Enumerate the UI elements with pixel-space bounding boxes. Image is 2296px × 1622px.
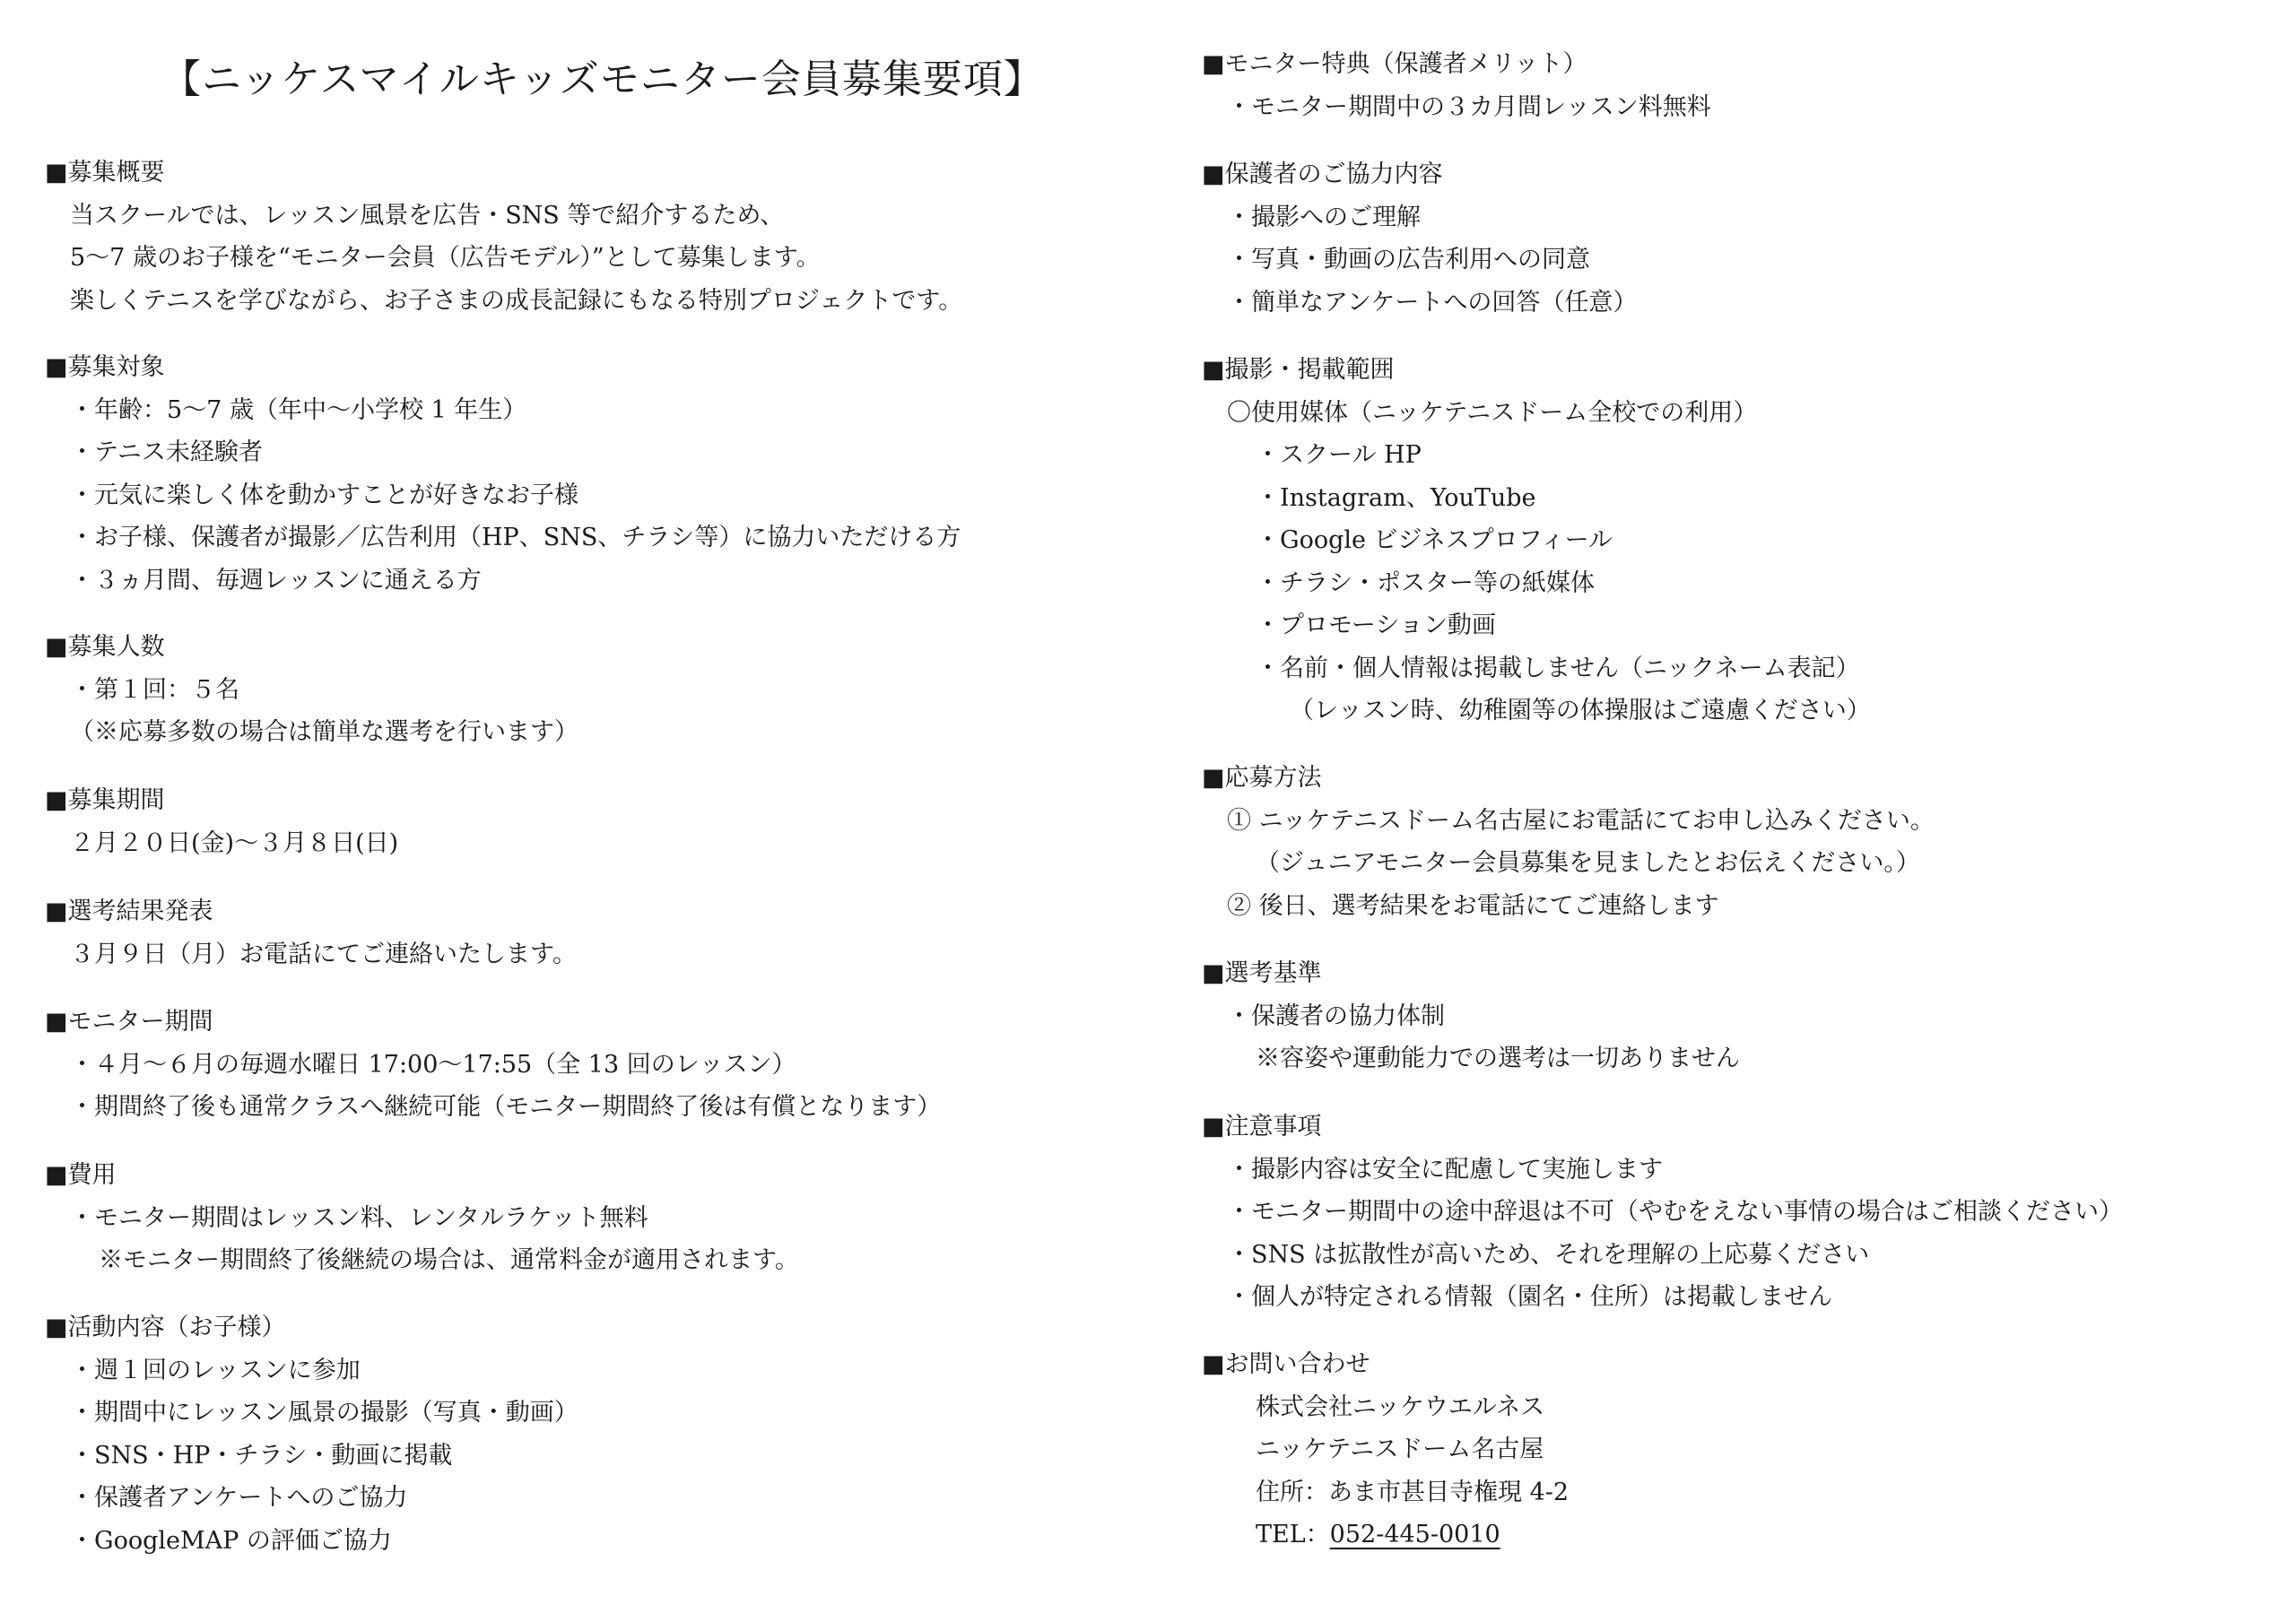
section-heading: ■注意事項	[1202, 1113, 1322, 1141]
list-item: ・週１回のレッスンに参加	[70, 1356, 361, 1384]
section-notes	[1202, 1106, 2269, 1319]
text-line: 当スクールでは、レッスン風景を広告・SNS 等で紹介するため、	[70, 201, 785, 230]
list-item: ・個人が特定される情報（園名・住所）は掲載しません	[1227, 1283, 1832, 1311]
section-heading: ■募集対象	[45, 353, 165, 381]
section-contact	[1202, 1343, 2269, 1557]
media-heading: 〇使用媒体（ニッケテニスドーム全校での利用）	[1227, 398, 1758, 427]
list-item: ・期間中にレッスン風景の撮影（写真・動画）	[70, 1399, 578, 1427]
list-item: ・Google ビジネスプロフィール	[1256, 526, 1613, 554]
list-item: ・３ヵ月間、毎週レッスンに通える方	[70, 566, 482, 594]
list-item: ・元気に楽しく体を動かすことが好きなお子様	[70, 481, 578, 509]
step-1-note: （ジュニアモニター会員募集を見ましたとお伝えください。）	[1256, 849, 1920, 877]
section-heading: ■モニター期間	[45, 1008, 213, 1036]
text-line: （※応募多数の場合は簡単な選考を行います）	[70, 718, 578, 746]
section-criteria	[1202, 952, 2269, 1080]
list-item: ・プロモーション動画	[1256, 612, 1496, 639]
section-heading: ■費用	[45, 1161, 117, 1189]
company-name: 株式会社ニッケウエルネス	[1256, 1392, 1545, 1421]
section-heading: ■保護者のご協力内容	[1202, 160, 1443, 188]
section-result	[45, 890, 1157, 976]
list-item: ・撮影へのご理解	[1227, 203, 1421, 231]
list-item: ・スクール HP	[1256, 441, 1422, 469]
section-count	[45, 626, 1157, 754]
step-2: ② 後日、選考結果をお電話にてご連絡します	[1227, 891, 1719, 920]
list-item: ・テニス未経験者	[70, 438, 263, 466]
section-heading: ■募集期間	[45, 786, 165, 814]
list-item: ・モニター期間中の３カ月間レッスン料無料	[1227, 92, 1711, 121]
text-line: ３月９日（月）お電話にてご連絡いたします。	[70, 940, 577, 968]
list-item: ・期間終了後も通常クラスへ継続可能（モニター期間終了後は有償となります）	[70, 1093, 942, 1121]
section-overview	[45, 152, 1157, 322]
list-item: ・簡単なアンケートへの回答（任意）	[1227, 288, 1638, 317]
section-heading: ■活動内容（お子様）	[45, 1314, 286, 1341]
section-heading: ■募集概要	[45, 159, 165, 186]
list-item: ・４月〜６月の毎週水曜日 17:00〜17:55（全 13 回のレッスン）	[70, 1050, 796, 1079]
list-item: ・モニター期間中の途中辞退は不可（やむをえない事情の場合はご相談ください）	[1227, 1198, 2123, 1226]
list-item: ・写真・動画の広告利用への同意	[1227, 246, 1590, 273]
section-heading: ■選考基準	[1202, 959, 1322, 987]
step-1: ① ニッケテニスドーム名古屋にお電話にてお申し込みください。	[1227, 806, 1935, 835]
text-line: 5〜7 歳のお子様を“モニター会員（広告モデル）”として募集します。	[70, 244, 821, 272]
section-cooperation	[1202, 153, 2269, 324]
tel-link[interactable]: 052-445-0010	[1329, 1521, 1500, 1548]
section-heading: ■お問い合わせ	[1202, 1350, 1370, 1378]
section-heading: ■応募方法	[1202, 764, 1322, 792]
address: 住所：あま市甚目寺権現 4-2	[1256, 1478, 1570, 1506]
text-line: 楽しくテニスを学びながら、お子さまの成長記録にもなる特別プロジェクトです。	[70, 286, 963, 315]
list-item: ・SNS は拡散性が高いため、それを理解の上応募ください	[1227, 1240, 1870, 1269]
tel-line	[1202, 1514, 2269, 1557]
section-activity	[45, 1306, 1157, 1562]
note-line: ※モニター期間終了後継続の場合は、通常料金が適用されます。	[99, 1246, 799, 1274]
list-item: ・Instagram、YouTube	[1256, 483, 1536, 512]
section-monitor-period	[45, 1001, 1157, 1129]
section-heading: ■撮影・掲載範囲	[1202, 356, 1395, 384]
list-item: ・チラシ・ポスター等の紙媒体	[1256, 568, 1595, 597]
list-item: ・第１回：５名	[70, 675, 239, 704]
section-target	[45, 346, 1157, 602]
list-item: ・保護者の協力体制	[1227, 1002, 1445, 1030]
list-item: ・年齢：5〜7 歳（年中〜小学校 1 年生）	[70, 395, 527, 424]
section-period	[45, 779, 1157, 864]
section-fee	[45, 1154, 1157, 1282]
text-line: ２月２０日(金)〜３月８日(日)	[70, 828, 399, 857]
section-benefit	[1202, 43, 2269, 128]
note-line: （レッスン時、幼稚園等の体操服はご遠慮ください）	[1290, 697, 1871, 724]
facility-name: ニッケテニスドーム名古屋	[1256, 1436, 1544, 1463]
note-line: ※容姿や運動能力での選考は一切ありません	[1256, 1045, 1740, 1072]
list-item: ・GoogleMAP の評価ご協力	[70, 1526, 392, 1555]
section-apply	[1202, 757, 2269, 927]
list-item: ・お子様、保護者が撮影／広告利用（HP、SNS、チラシ等）に協力いただける方	[70, 524, 961, 551]
list-item: ・名前・個人情報は掲載しません（ニックネーム表記）	[1256, 654, 1860, 682]
section-heading: ■モニター特典（保護者メリット）	[1202, 50, 1587, 78]
list-item: ・SNS・HP・チラシ・動画に掲載	[70, 1441, 453, 1470]
list-item: ・撮影内容は安全に配慮して実施します	[1227, 1155, 1663, 1184]
tel-label: TEL：	[1256, 1521, 1330, 1548]
section-scope	[1202, 349, 2269, 733]
section-heading: ■選考結果発表	[45, 898, 213, 925]
list-item: ・保護者アンケートへのご協力	[70, 1484, 408, 1512]
section-heading: ■募集人数	[45, 633, 165, 661]
page-title: 【ニッケスマイルキッズモニター会員募集要項】	[161, 56, 1044, 102]
list-item: ・モニター期間はレッスン料、レンタルラケット無料	[70, 1203, 648, 1232]
